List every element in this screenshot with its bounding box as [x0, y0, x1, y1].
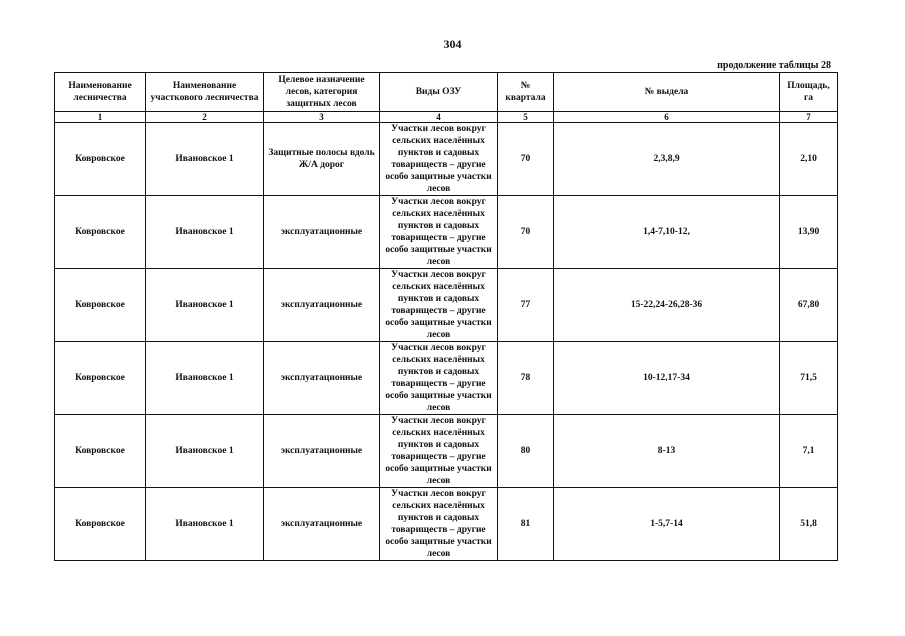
cell-ozu: Участки лесов вокруг сельских населённых пунктов и садовых товариществ – другие особо защитные участки лесов	[380, 196, 498, 269]
cell-section: 10-12,17-34	[554, 342, 780, 415]
column-number: 6	[554, 112, 780, 123]
cell-forestry: Ковровское	[55, 196, 146, 269]
forest-table	[54, 72, 838, 561]
cell-quarter: 78	[498, 342, 554, 415]
cell-district: Ивановское 1	[146, 342, 264, 415]
cell-purpose: эксплуатационные	[264, 415, 380, 488]
cell-district: Ивановское 1	[146, 488, 264, 561]
cell-district: Ивановское 1	[146, 196, 264, 269]
column-number: 1	[55, 112, 146, 123]
cell-district: Ивановское 1	[146, 123, 264, 196]
page-number: 304	[443, 37, 462, 51]
cell-purpose: эксплуатационные	[264, 196, 380, 269]
table-row	[55, 415, 838, 488]
header-area: Площадь, га	[780, 73, 838, 112]
cell-ozu: Участки лесов вокруг сельских населённых пунктов и садовых товариществ – другие особо защитные участки лесов	[380, 488, 498, 561]
cell-area: 71,5	[780, 342, 838, 415]
cell-purpose: эксплуатационные	[264, 342, 380, 415]
header-row	[55, 73, 838, 112]
table-row	[55, 488, 838, 561]
column-number: 7	[780, 112, 838, 123]
cell-section: 1,4-7,10-12,	[554, 196, 780, 269]
table-row	[55, 196, 838, 269]
column-number: 3	[264, 112, 380, 123]
header-ozu: Виды ОЗУ	[380, 73, 498, 112]
cell-quarter: 77	[498, 269, 554, 342]
cell-ozu: Участки лесов вокруг сельских населённых пунктов и садовых товариществ – другие особо защитные участки лесов	[380, 342, 498, 415]
header-forestry: Наименование лесничества	[55, 73, 146, 112]
cell-district: Ивановское 1	[146, 269, 264, 342]
cell-ozu: Участки лесов вокруг сельских населённых пунктов и садовых товариществ – другие особо защитные участки лесов	[380, 123, 498, 196]
cell-area: 51,8	[780, 488, 838, 561]
cell-quarter: 81	[498, 488, 554, 561]
cell-quarter: 80	[498, 415, 554, 488]
cell-forestry: Ковровское	[55, 415, 146, 488]
cell-forestry: Ковровское	[55, 342, 146, 415]
cell-purpose: эксплуатационные	[264, 488, 380, 561]
table-continuation-label: продолжение таблицы 28	[717, 60, 831, 71]
column-number-row	[55, 112, 838, 123]
cell-area: 67,80	[780, 269, 838, 342]
cell-area: 13,90	[780, 196, 838, 269]
cell-quarter: 70	[498, 196, 554, 269]
cell-ozu: Участки лесов вокруг сельских населённых пунктов и садовых товариществ – другие особо защитные участки лесов	[380, 415, 498, 488]
cell-district: Ивановское 1	[146, 415, 264, 488]
header-purpose: Целевое назначение лесов, категория защитных лесов	[264, 73, 380, 112]
cell-quarter: 70	[498, 123, 554, 196]
cell-forestry: Ковровское	[55, 123, 146, 196]
table-row	[55, 123, 838, 196]
cell-section: 8-13	[554, 415, 780, 488]
cell-purpose: эксплуатационные	[264, 269, 380, 342]
column-number: 2	[146, 112, 264, 123]
cell-forestry: Ковровское	[55, 488, 146, 561]
header-district: Наименование участкового лесничества	[146, 73, 264, 112]
header-section: № выдела	[554, 73, 780, 112]
cell-purpose: Защитные полосы вдоль Ж/А дорог	[264, 123, 380, 196]
cell-section: 15-22,24-26,28-36	[554, 269, 780, 342]
table-row	[55, 269, 838, 342]
header-quarter: № квартала	[498, 73, 554, 112]
cell-area: 2,10	[780, 123, 838, 196]
cell-section: 1-5,7-14	[554, 488, 780, 561]
table-row	[55, 342, 838, 415]
cell-ozu: Участки лесов вокруг сельских населённых пунктов и садовых товариществ – другие особо защитные участки лесов	[380, 269, 498, 342]
column-number: 5	[498, 112, 554, 123]
cell-area: 7,1	[780, 415, 838, 488]
column-number: 4	[380, 112, 498, 123]
cell-section: 2,3,8,9	[554, 123, 780, 196]
cell-forestry: Ковровское	[55, 269, 146, 342]
